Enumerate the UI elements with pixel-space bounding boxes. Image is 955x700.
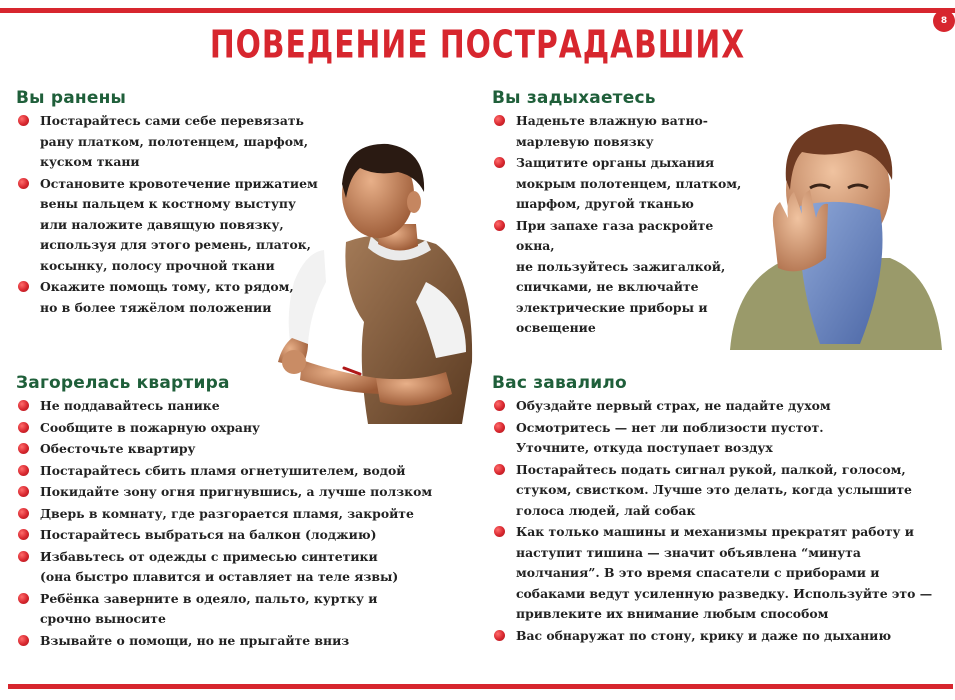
list-item-text: Окажите помощь тому, кто рядом, но в более тяжёлом положении xyxy=(40,279,294,315)
section-fire xyxy=(16,373,456,652)
list-item-text: Взывайте о помощи, но не прыгайте вниз xyxy=(40,632,350,648)
bullet-icon xyxy=(18,465,29,476)
list-item xyxy=(16,111,336,173)
bullet-icon xyxy=(18,443,29,454)
list-item-text: Остановите кровотечение прижатием вены пальцем к костному выступу или наложите давящую повязку, используя для этого ремень, платок, косынку, полосу прочной ткани xyxy=(40,175,318,273)
list-item xyxy=(16,589,456,630)
list-item-text: Обуздайте первый страх, не падайте духом xyxy=(516,398,831,413)
list-item xyxy=(492,418,942,459)
bullet-icon xyxy=(18,400,29,411)
bullet-icon xyxy=(18,551,29,562)
bullet-icon xyxy=(18,281,29,292)
bullet-icon xyxy=(18,115,29,126)
list-item-text: Сообщите в пожарную охрану xyxy=(40,419,260,435)
list-item-text: Как только машины и механизмы прекратят работу и наступит тишина — значит объявлена “минута молчания”. В это время спасатели с приборами и собаками ведут усиленную разведку. Используйте это — привлеките их внимание любым способом xyxy=(516,524,933,621)
bullet-icon xyxy=(18,635,29,646)
bullet-icon xyxy=(18,422,29,433)
list-item-text: Постарайтесь подать сигнал рукой, палкой, голосом, стуком, свистком. Лучше это делать, когда услышите голоса людей, лай собак xyxy=(516,461,912,518)
bullet-icon xyxy=(18,178,29,189)
bullet-icon xyxy=(18,593,29,604)
list-item xyxy=(16,418,456,439)
section-heading: Вы задыхаетесь xyxy=(492,88,656,108)
bullet-icon xyxy=(18,486,29,497)
bullet-icon xyxy=(494,464,505,475)
list-item xyxy=(16,547,456,588)
bullet-icon xyxy=(18,529,29,540)
bullet-icon xyxy=(494,157,505,168)
bullet-icon xyxy=(494,115,505,126)
list-item xyxy=(492,153,752,215)
section-heading: Вас завалило xyxy=(492,373,627,393)
section-buried xyxy=(492,373,942,647)
bullet-icon xyxy=(18,508,29,519)
list-item xyxy=(492,111,752,152)
bullet-icon xyxy=(494,400,505,411)
list-item xyxy=(16,504,456,525)
list-item xyxy=(16,525,456,546)
list-item-text: Дверь в комнату, где разгорается пламя, закройте xyxy=(40,505,414,521)
list-item xyxy=(492,522,942,625)
list-item xyxy=(492,460,942,522)
bullet-list xyxy=(492,111,752,339)
list-item xyxy=(16,439,456,460)
list-item xyxy=(16,396,456,417)
list-item-text: Не поддавайтесь панике xyxy=(40,398,220,413)
list-item xyxy=(492,626,942,647)
page-number-badge: 8 xyxy=(933,10,955,32)
bullet-icon xyxy=(494,526,505,537)
list-item xyxy=(492,396,942,417)
section-suffocating xyxy=(492,88,752,340)
list-item-text: Обесточьте квартиру xyxy=(40,441,196,456)
list-item xyxy=(16,482,456,503)
list-item-text: Осмотритесь — нет ли поблизости пустот. Уточните, откуда поступает воздух xyxy=(516,419,824,455)
list-item-text: Покидайте зону огня пригнувшись, а лучше ползком xyxy=(40,484,433,499)
bullet-icon xyxy=(494,220,505,231)
list-item-text: Наденьте влажную ватно- марлевую повязку xyxy=(516,113,708,149)
list-item-text: Постарайтесь сбить пламя огнетушителем, водой xyxy=(40,462,406,478)
list-item-text: Защитите органы дыхания мокрым полотенцем, платком, шарфом, другой тканью xyxy=(516,155,742,211)
section-heading: Вы ранены xyxy=(16,88,127,108)
list-item xyxy=(16,631,456,652)
list-item-text: Постарайтесь сами себе перевязать рану платком, полотенцем, шарфом, куском ткани xyxy=(40,113,309,169)
section-wounded xyxy=(16,88,336,319)
page-title: ПОВЕДЕНИЕ ПОСТРАДАВШИХ xyxy=(209,22,746,67)
list-item xyxy=(16,461,456,482)
list-item-text: При запахе газа раскройте окна, не пользуйтесь зажигалкой, спичками, не включайте электрические приборы и освещение xyxy=(516,217,726,335)
list-item xyxy=(16,277,336,318)
bullet-icon xyxy=(494,630,505,641)
bullet-icon xyxy=(494,422,505,433)
list-item-text: Ребёнка заверните в одеяло, пальто, куртку и срочно выносите xyxy=(40,590,378,626)
top-rule xyxy=(0,8,955,13)
bullet-list xyxy=(16,396,456,651)
suffocating-man-illustration xyxy=(730,118,942,350)
list-item-text: Постарайтесь выбраться на балкон (лоджию) xyxy=(40,527,377,542)
list-item-text: Избавьтесь от одежды с примесью синтетики (она быстро плавится и оставляет на теле язвы) xyxy=(40,548,399,584)
section-heading: Загорелась квартира xyxy=(16,373,230,393)
bottom-rule xyxy=(8,684,953,689)
bullet-list xyxy=(16,111,336,318)
list-item xyxy=(492,216,752,339)
bullet-list xyxy=(492,396,942,646)
list-item xyxy=(16,174,336,277)
list-item-text: Вас обнаружат по стону, крику и даже по дыханию xyxy=(516,627,892,643)
